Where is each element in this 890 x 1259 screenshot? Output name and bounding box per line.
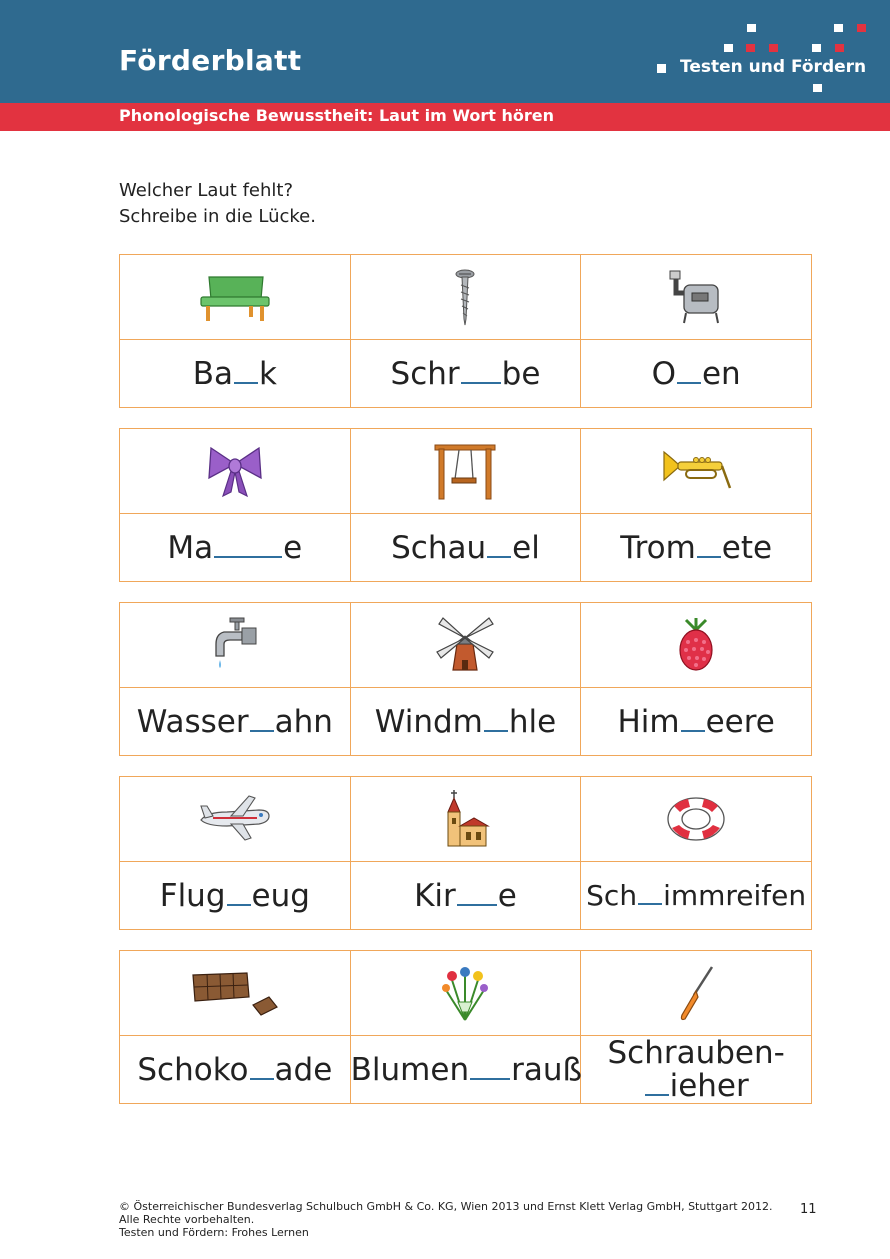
windmill-icon bbox=[435, 614, 495, 676]
word-part-after: immreifen bbox=[663, 879, 807, 912]
airplane-icon bbox=[197, 794, 273, 844]
blank-gap[interactable] bbox=[487, 556, 511, 558]
word-part-before: Blumen bbox=[350, 1051, 470, 1088]
picture-cell bbox=[350, 777, 581, 862]
word-part-after: en bbox=[701, 355, 741, 392]
blank-gap[interactable] bbox=[250, 730, 274, 732]
word-part-before: Flug bbox=[159, 877, 226, 914]
word-part-after: rauß bbox=[511, 1051, 583, 1088]
blank-gap[interactable] bbox=[457, 904, 497, 906]
word-cell bbox=[581, 514, 812, 582]
word-grid-row-3 bbox=[119, 602, 812, 756]
picture-cell bbox=[581, 603, 812, 688]
brand-name: Testen und Fördern bbox=[680, 57, 867, 77]
picture-cell bbox=[581, 777, 812, 862]
picture-cell bbox=[350, 951, 581, 1036]
bench-icon bbox=[197, 269, 273, 325]
word-part-after: eug bbox=[251, 877, 310, 914]
word-part-before: Ma bbox=[167, 529, 214, 566]
word-cell bbox=[581, 862, 812, 930]
word-cell bbox=[581, 688, 812, 756]
picture-cell bbox=[350, 429, 581, 514]
word-cell bbox=[120, 1036, 351, 1104]
word-part-after: e bbox=[283, 529, 303, 566]
trumpet-icon bbox=[660, 446, 732, 496]
blank-gap[interactable] bbox=[227, 904, 251, 906]
word-part-after: e bbox=[497, 877, 517, 914]
word-part-before: Schoko bbox=[137, 1051, 249, 1088]
blank-gap[interactable] bbox=[234, 382, 258, 384]
picture-cell bbox=[120, 951, 351, 1036]
series-text: Testen und Fördern: Frohes Lernen bbox=[119, 1226, 309, 1239]
word-part-before: Schau bbox=[391, 529, 487, 566]
word-cell bbox=[120, 862, 351, 930]
word-cell bbox=[120, 514, 351, 582]
picture-cell bbox=[581, 255, 812, 340]
word-part-before: Sch bbox=[586, 879, 638, 912]
word-grid-row-1 bbox=[119, 254, 812, 408]
blank-gap[interactable] bbox=[638, 903, 662, 905]
church-icon bbox=[440, 788, 490, 850]
page-subtitle: Phonologische Bewusstheit: Laut im Wort hören bbox=[119, 106, 555, 125]
picture-cell bbox=[120, 429, 351, 514]
picture-cell bbox=[350, 603, 581, 688]
page-number: 11 bbox=[800, 1202, 817, 1217]
bow-icon bbox=[205, 442, 265, 500]
raspberry-icon bbox=[674, 614, 718, 676]
instructions bbox=[119, 178, 316, 230]
word-part-before: Schr bbox=[390, 355, 460, 392]
blank-gap[interactable] bbox=[214, 556, 282, 558]
blank-gap[interactable] bbox=[697, 556, 721, 558]
blank-gap[interactable] bbox=[461, 382, 501, 384]
swing-icon bbox=[433, 441, 497, 501]
word-cell bbox=[120, 340, 351, 408]
word-cell bbox=[350, 1036, 581, 1104]
word-part-after: el bbox=[512, 529, 540, 566]
word-grid-row-5 bbox=[119, 950, 812, 1104]
word-cell bbox=[581, 340, 812, 408]
bouquet-icon bbox=[440, 962, 490, 1024]
word-part-before: Kir bbox=[414, 877, 456, 914]
word-grid-row-2 bbox=[119, 428, 812, 582]
picture-cell bbox=[581, 951, 812, 1036]
blank-gap[interactable] bbox=[677, 382, 701, 384]
picture-cell bbox=[350, 255, 581, 340]
word-cell bbox=[350, 862, 581, 930]
word-cell bbox=[350, 514, 581, 582]
word-part-after: k bbox=[258, 355, 277, 392]
picture-cell bbox=[120, 255, 351, 340]
word-part-before: O bbox=[651, 355, 676, 392]
word-part-before: Trom bbox=[620, 529, 696, 566]
word-part-after: ahn bbox=[274, 703, 333, 740]
word-grid-row-4 bbox=[119, 776, 812, 930]
faucet-icon bbox=[210, 614, 260, 676]
copyright-text: © Österreichischer Bundesverlag Schulbuch GmbH & Co. KG, Wien 2013 und Ernst Klett Verlag GmbH, Stuttgart 2012. Alle Rechte vorbehalten. bbox=[119, 1200, 773, 1226]
screwdriver-icon bbox=[676, 963, 716, 1023]
blank-gap[interactable] bbox=[645, 1094, 669, 1096]
word-part-after: be bbox=[501, 355, 541, 392]
instruction-line-2: Schreibe in die Lücke. bbox=[119, 206, 316, 227]
blank-gap[interactable] bbox=[484, 730, 508, 732]
stove-icon bbox=[666, 267, 726, 327]
picture-cell bbox=[120, 603, 351, 688]
word-part-after: ade bbox=[274, 1051, 333, 1088]
word-part-before: Him bbox=[617, 703, 680, 740]
page-title: Förderblatt bbox=[119, 44, 302, 77]
word-cell bbox=[120, 688, 351, 756]
footer bbox=[119, 1200, 779, 1239]
word-part-after: ieher bbox=[669, 1067, 749, 1104]
picture-cell bbox=[581, 429, 812, 514]
word-cell bbox=[350, 340, 581, 408]
word-cell bbox=[350, 688, 581, 756]
chocolate-icon bbox=[189, 965, 281, 1021]
instruction-line-1: Welcher Laut fehlt? bbox=[119, 180, 293, 201]
word-part-before: Ba bbox=[192, 355, 233, 392]
word-part-before: Schrauben- bbox=[607, 1034, 785, 1071]
blank-gap[interactable] bbox=[681, 730, 705, 732]
picture-cell bbox=[120, 777, 351, 862]
word-part-after: ete bbox=[721, 529, 773, 566]
brand-bullet-icon bbox=[657, 64, 666, 73]
lifebuoy-icon bbox=[664, 794, 728, 844]
word-part-before: Windm bbox=[374, 703, 483, 740]
blank-gap[interactable] bbox=[470, 1078, 510, 1080]
word-part-after: eere bbox=[705, 703, 775, 740]
screw-icon bbox=[450, 267, 480, 327]
word-part-after: hle bbox=[508, 703, 557, 740]
word-cell bbox=[581, 1036, 812, 1104]
word-part-before: Wasser bbox=[136, 703, 249, 740]
blank-gap[interactable] bbox=[250, 1078, 274, 1080]
